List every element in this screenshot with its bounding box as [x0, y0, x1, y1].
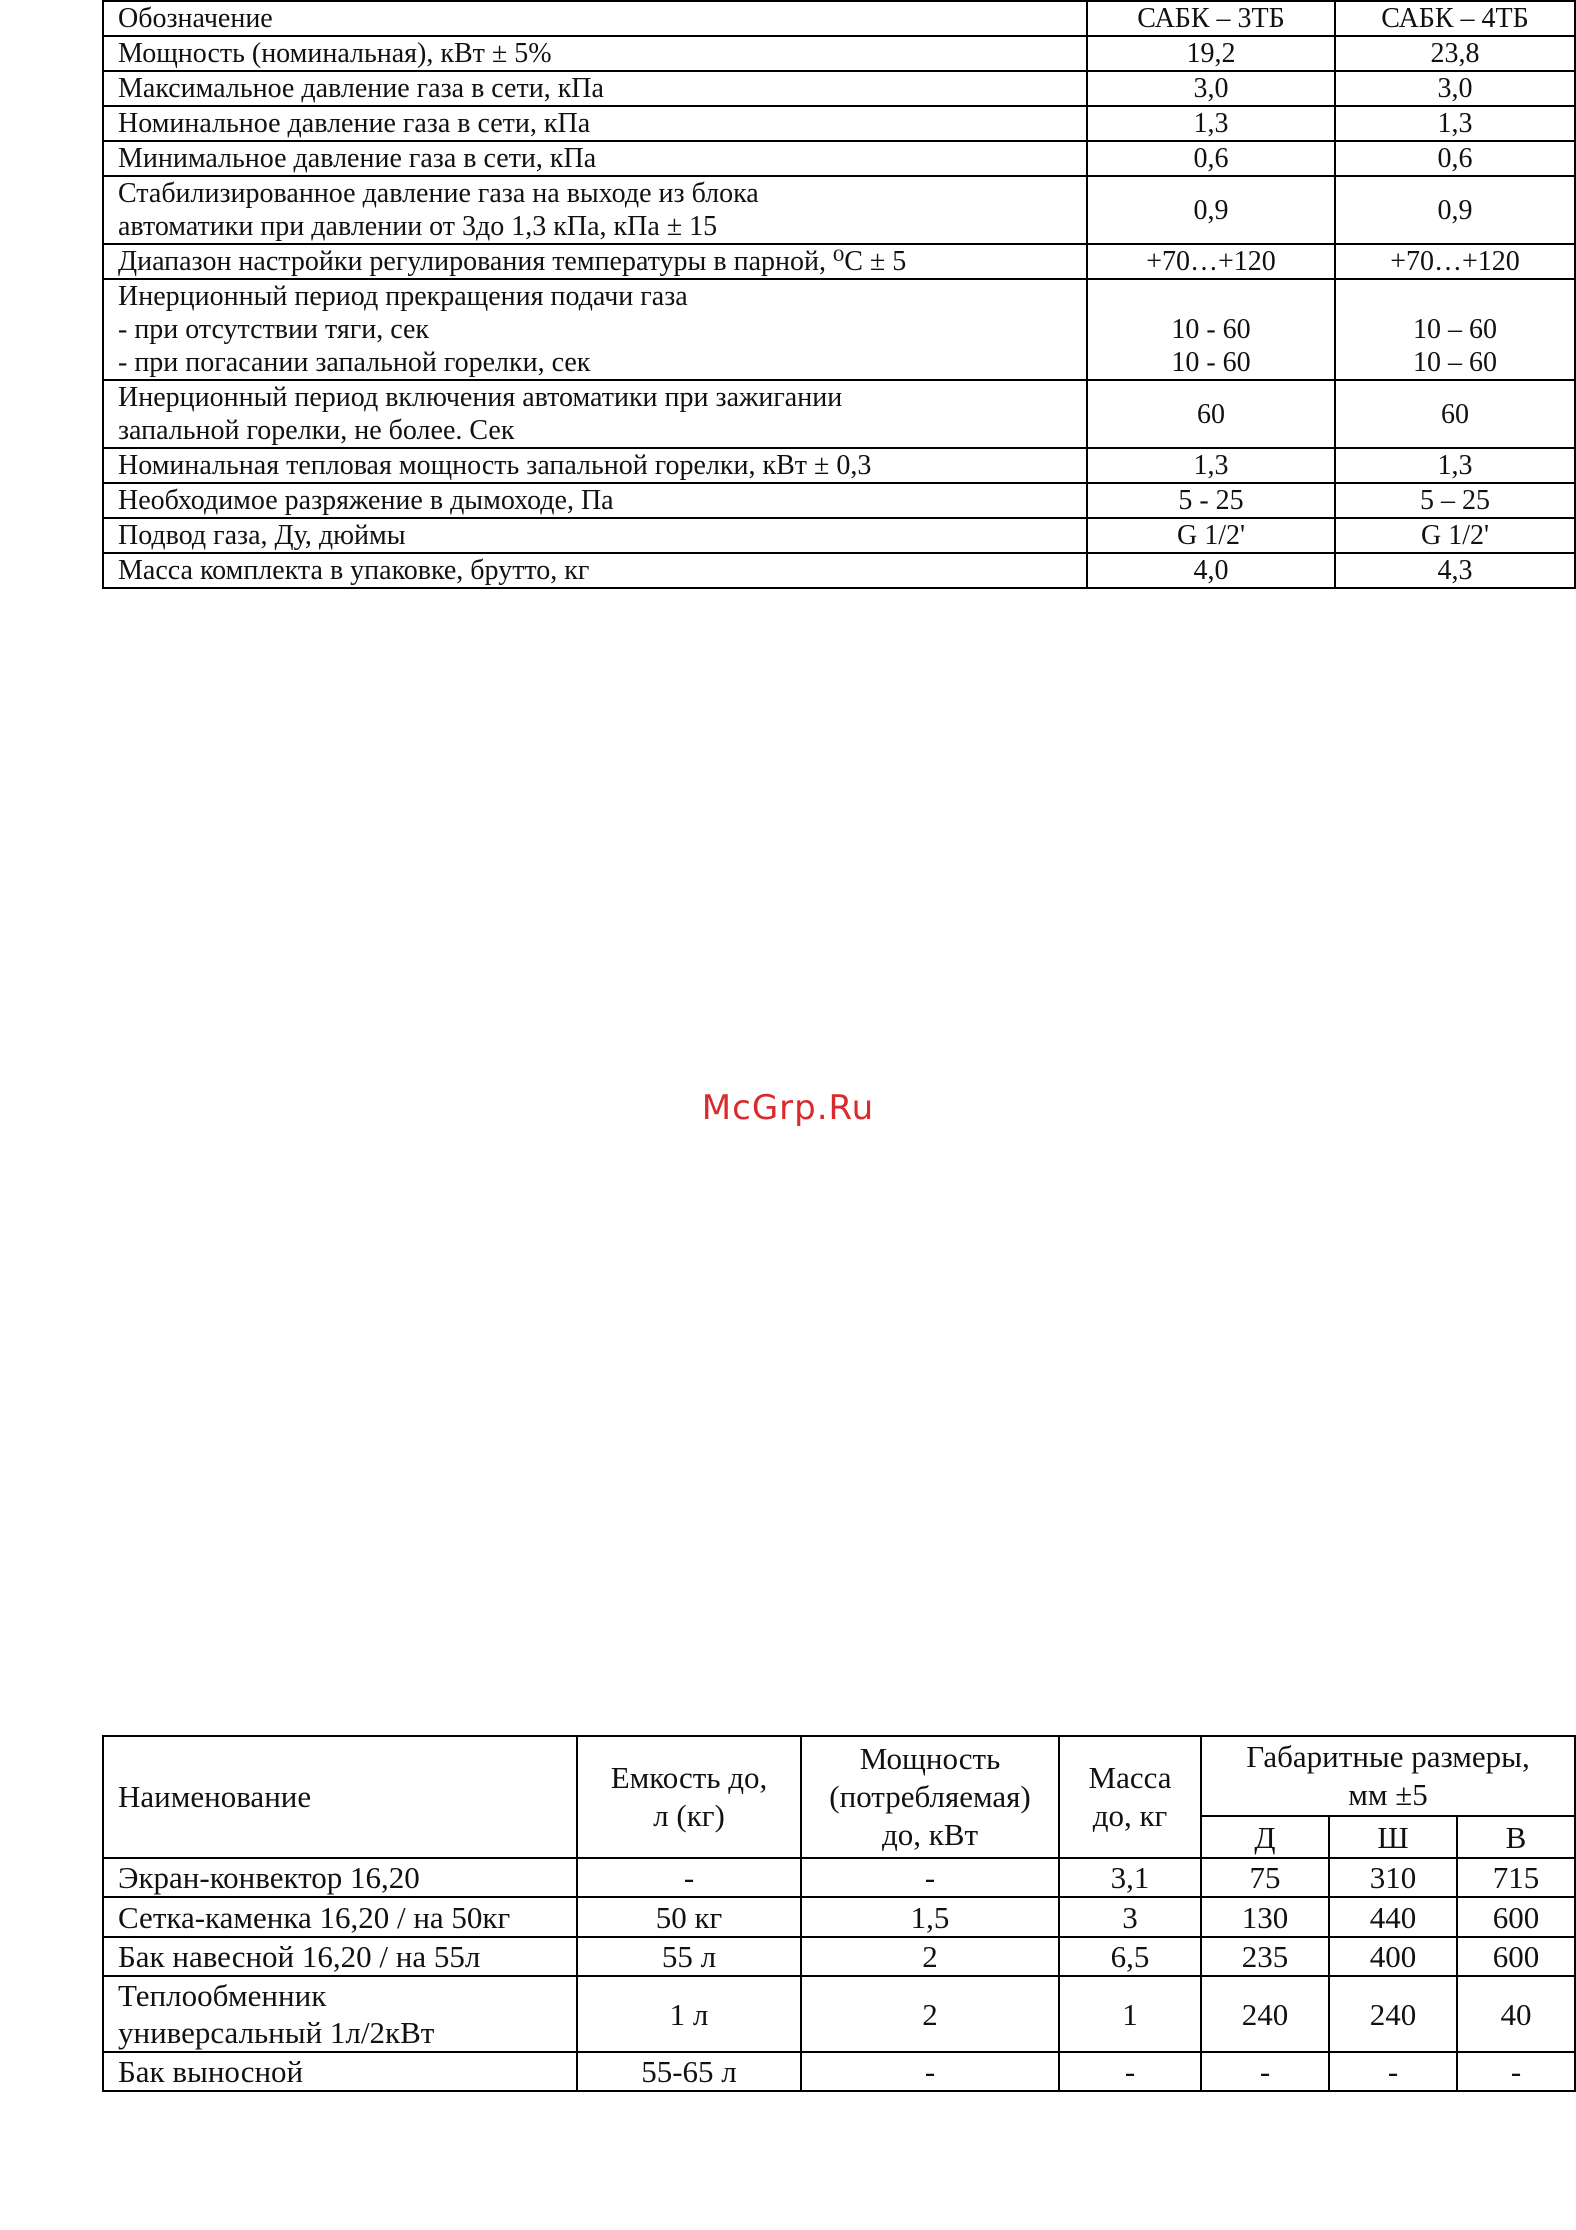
text-line: Бак навесной 16,20 / на 55л	[118, 1939, 481, 1974]
text-line: 5 – 25	[1420, 485, 1490, 516]
text-line: Мощность	[859, 1741, 1001, 1776]
text-line: 0,9	[1437, 194, 1473, 226]
text-line: Масса	[1088, 1760, 1172, 1795]
text-line: Минимальное давление газа в сети, кПа	[118, 143, 597, 174]
specs-row	[103, 448, 1575, 483]
text-line: Подвод газа, Ду, дюймы	[118, 520, 406, 551]
spec-label	[103, 141, 1087, 176]
acc-dim-height: 600	[1457, 1937, 1575, 1976]
spec-value-3tb	[1087, 106, 1335, 141]
text-line: 60	[1441, 398, 1469, 430]
acc-dim-width: 310	[1329, 1858, 1457, 1897]
text-line: Сетка-каменка 16,20 / на 50кг	[118, 1899, 511, 1935]
spec-value-3tb	[1087, 71, 1335, 106]
spec-label	[103, 380, 1087, 448]
text-line: (потребляемая)	[829, 1779, 1031, 1814]
text-line: Стабилизированное давление газа на выходе из блока	[118, 178, 759, 209]
text-line: - при отсутствии тяги, сек	[118, 314, 430, 345]
text-line: 1,3	[1193, 108, 1229, 139]
accessories-row	[103, 1897, 1575, 1937]
specs-header-row	[103, 1, 1575, 36]
specs-row	[103, 483, 1575, 518]
specs-row	[103, 518, 1575, 553]
text-line: 1,3	[1437, 108, 1473, 139]
text-line: Необходимое разряжение в дымоходе, Па	[118, 485, 614, 516]
text-line: л (кг)	[653, 1798, 725, 1833]
acc-mass: 6,5	[1059, 1937, 1201, 1976]
specs-header-label: Обозначение	[103, 1, 1087, 36]
acc-power: -	[801, 1858, 1059, 1897]
acc-name	[103, 1937, 577, 1976]
specs-row	[103, 36, 1575, 71]
text-line: 1,3	[1437, 450, 1473, 481]
accessories-row	[103, 1937, 1575, 1976]
text-line: Номинальная тепловая мощность запальной горелки, кВт ± 0,3	[118, 450, 872, 481]
text-line: 0,9	[1193, 194, 1229, 226]
spec-label	[103, 71, 1087, 106]
header-name: Наименование	[103, 1736, 577, 1858]
spec-label	[103, 279, 1087, 380]
acc-dim-height: 715	[1457, 1858, 1575, 1897]
text-line: +70…+120	[1146, 246, 1276, 277]
acc-dim-height: -	[1457, 2052, 1575, 2091]
spec-value-4tb	[1335, 448, 1575, 483]
text-line: 60	[1197, 398, 1225, 430]
spec-value-4tb	[1335, 380, 1575, 448]
text-line: универсальный 1л/2кВт	[118, 2015, 435, 2050]
text-line: 19,2	[1186, 38, 1236, 69]
spec-value-3tb	[1087, 141, 1335, 176]
spec-value-4tb	[1335, 279, 1575, 380]
spec-value-3tb	[1087, 448, 1335, 483]
header-mass	[1059, 1736, 1201, 1858]
acc-dim-width: 240	[1329, 1976, 1457, 2052]
text-line: 23,8	[1430, 38, 1480, 69]
header-dim-length: Д	[1201, 1816, 1329, 1858]
specs-row	[103, 279, 1575, 380]
text-line: 10 - 60	[1171, 314, 1251, 345]
accessories-row	[103, 1858, 1575, 1897]
acc-power: 2	[801, 1976, 1059, 2052]
spec-value-3tb	[1087, 518, 1335, 553]
acc-capacity: 1 л	[577, 1976, 801, 2052]
spec-value-3tb	[1087, 176, 1335, 244]
header-dimensions	[1201, 1736, 1575, 1816]
specs-table	[102, 0, 1576, 589]
text-line: +70…+120	[1390, 246, 1520, 277]
text-line: 10 - 60	[1171, 347, 1251, 378]
acc-dim-width: -	[1329, 2052, 1457, 2091]
acc-dim-height: 600	[1457, 1897, 1575, 1937]
text-line: Мощность (номинальная), кВт ± 5%	[118, 38, 552, 69]
acc-mass: -	[1059, 2052, 1201, 2091]
acc-dim-width: 400	[1329, 1937, 1457, 1976]
acc-dim-length: 240	[1201, 1976, 1329, 2052]
spec-value-4tb	[1335, 106, 1575, 141]
text-line: 3,0	[1437, 73, 1473, 104]
header-dim-height: В	[1457, 1816, 1575, 1858]
specs-header-col2: САБК – 4ТБ	[1335, 1, 1575, 36]
text-line: Номинальное давление газа в сети, кПа	[118, 108, 591, 139]
text-line: G 1/2'	[1420, 520, 1490, 551]
spec-value-3tb	[1087, 380, 1335, 448]
text-line: мм ±5	[1348, 1777, 1428, 1812]
acc-dim-length: 235	[1201, 1937, 1329, 1976]
specs-row	[103, 71, 1575, 106]
text-line: запальной горелки, не более. Сек	[118, 415, 515, 446]
acc-mass: 3	[1059, 1897, 1201, 1937]
spec-value-4tb	[1335, 518, 1575, 553]
specs-row	[103, 244, 1575, 279]
accessories-header-row-1	[103, 1736, 1575, 1816]
specs-row	[103, 553, 1575, 588]
header-power	[801, 1736, 1059, 1858]
text-line: 4,0	[1193, 555, 1229, 586]
acc-dim-length: -	[1201, 2052, 1329, 2091]
spec-value-4tb	[1335, 71, 1575, 106]
spec-value-3tb	[1087, 36, 1335, 71]
spec-value-3tb	[1087, 244, 1335, 279]
text-line: Теплообменник	[118, 1978, 327, 2013]
acc-power: -	[801, 2052, 1059, 2091]
spec-label	[103, 36, 1087, 71]
acc-name	[103, 1976, 577, 2052]
spec-value-4tb	[1335, 36, 1575, 71]
specs-row	[103, 141, 1575, 176]
acc-dim-length: 130	[1201, 1897, 1329, 1937]
text-line: Емкость до,	[610, 1760, 768, 1795]
accessories-table	[102, 1735, 1576, 2092]
acc-capacity: -	[577, 1858, 801, 1897]
specs-row	[103, 380, 1575, 448]
specs-row	[103, 176, 1575, 244]
acc-name	[103, 2052, 577, 2091]
text-line: до, кг	[1092, 1798, 1168, 1833]
acc-name	[103, 1858, 577, 1897]
spec-value-4tb	[1335, 553, 1575, 588]
acc-capacity: 55 л	[577, 1937, 801, 1976]
specs-row	[103, 106, 1575, 141]
spec-label	[103, 244, 1087, 279]
watermark: McGrp.Ru	[701, 1088, 875, 1128]
spec-label	[103, 518, 1087, 553]
text-line: 0,6	[1193, 143, 1229, 174]
text-line	[1094, 280, 1328, 313]
text-line: 3,0	[1193, 73, 1229, 104]
acc-mass: 3,1	[1059, 1858, 1201, 1897]
spec-value-4tb	[1335, 244, 1575, 279]
text-line: 4,3	[1437, 555, 1473, 586]
text-line: 10 – 60	[1413, 347, 1497, 378]
spec-label	[103, 483, 1087, 518]
text-line: 5 - 25	[1178, 485, 1244, 516]
acc-mass: 1	[1059, 1976, 1201, 2052]
text-line: Инерционный период включения автоматики при зажигании	[118, 382, 843, 413]
text-line: автоматики при давлении от 3до 1,3 кПа, кПа ± 15	[118, 211, 718, 242]
acc-power: 2	[801, 1937, 1059, 1976]
acc-capacity: 55-65 л	[577, 2052, 801, 2091]
text-line: 1,3	[1193, 450, 1229, 481]
text-line: Максимальное давление газа в сети, кПа	[118, 73, 604, 104]
acc-dim-width: 440	[1329, 1897, 1457, 1937]
spec-label	[103, 553, 1087, 588]
spec-value-4tb	[1335, 483, 1575, 518]
acc-power: 1,5	[801, 1897, 1059, 1937]
text-line: Бак выносной	[118, 2054, 304, 2089]
header-capacity	[577, 1736, 801, 1858]
spec-value-3tb	[1087, 553, 1335, 588]
accessories-row	[103, 2052, 1575, 2091]
spec-value-4tb	[1335, 176, 1575, 244]
acc-capacity: 50 кг	[577, 1897, 801, 1937]
text-line: до, кВт	[881, 1817, 979, 1852]
acc-dim-length: 75	[1201, 1858, 1329, 1897]
specs-header-col1: САБК – 3ТБ	[1087, 1, 1335, 36]
text-line: Диапазон настройки регулирования температуры в парной, ⁰С ± 5	[118, 246, 907, 277]
text-line: G 1/2'	[1176, 520, 1246, 551]
text-line: 10 – 60	[1413, 314, 1497, 345]
acc-dim-height: 40	[1457, 1976, 1575, 2052]
spec-value-3tb	[1087, 279, 1335, 380]
spec-label	[103, 176, 1087, 244]
header-dim-width: Ш	[1329, 1816, 1457, 1858]
spec-value-4tb	[1335, 141, 1575, 176]
text-line: Экран-конвектор 16,20	[118, 1860, 420, 1895]
spec-label	[103, 448, 1087, 483]
text-line: Инерционный период прекращения подачи газа	[118, 281, 688, 312]
text-line: 0,6	[1437, 143, 1473, 174]
text-line: Масса комплекта в упаковке, брутто, кг	[118, 555, 590, 586]
spec-value-3tb	[1087, 483, 1335, 518]
text-line: - при погасании запальной горелки, сек	[118, 347, 591, 378]
accessories-row	[103, 1976, 1575, 2052]
text-line: Габаритные размеры,	[1246, 1739, 1530, 1774]
acc-name	[103, 1897, 577, 1937]
text-line	[1342, 280, 1568, 313]
spec-label	[103, 106, 1087, 141]
